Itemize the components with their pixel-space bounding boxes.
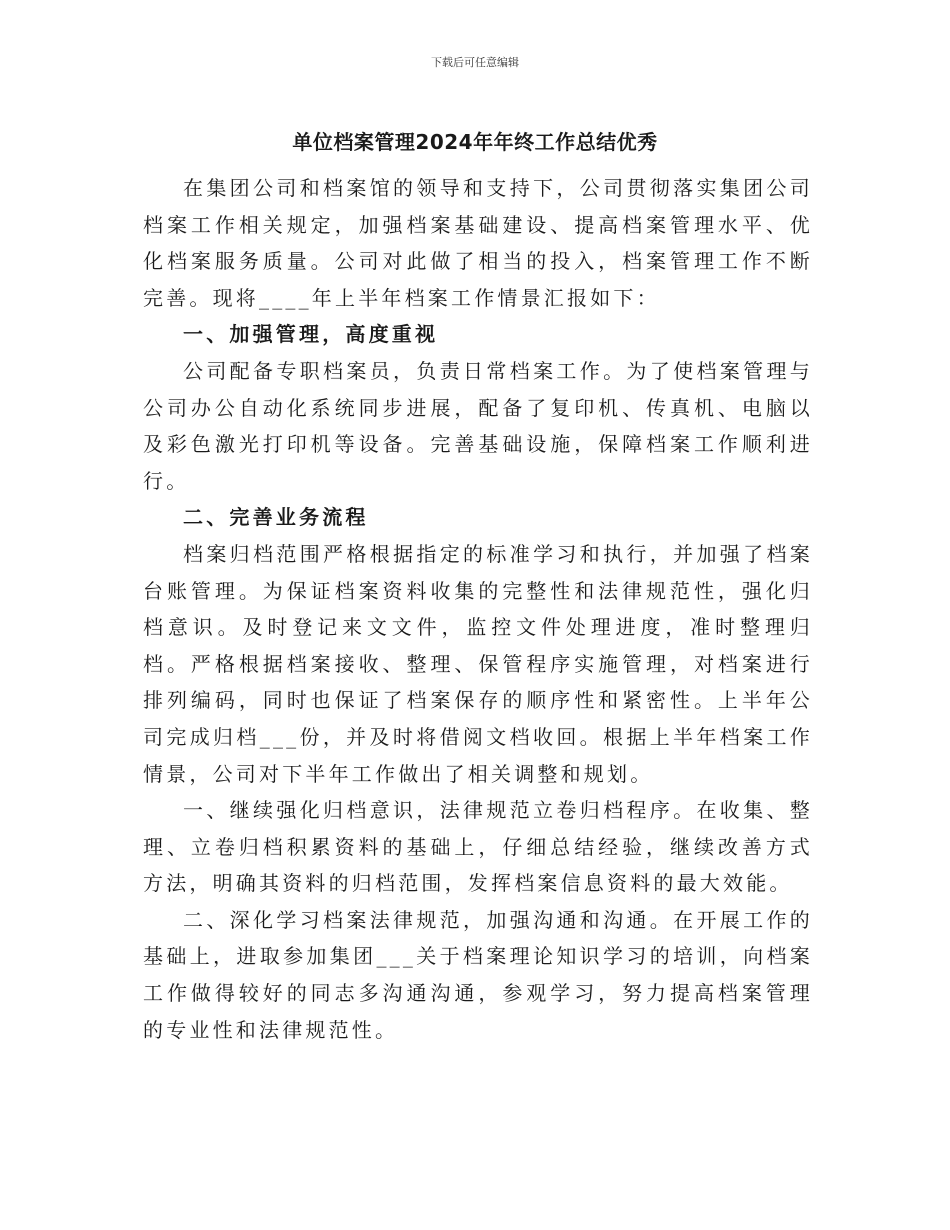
intro-paragraph: 在集团公司和档案馆的领导和支持下，公司贯彻落实集团公司档案工作相关规定，加强档案基础建设、提高档案管理水平、优化档案服务质量。公司对此做了相当的投入，档案管理工作不断完善。现将____年上半年档案工作情景汇报如下：: [143, 176, 813, 310]
header-note: 下载后可任意编辑: [431, 56, 519, 69]
plan-item-1: 一、继续强化归档意识，法律规范立卷归档程序。在收集、整理、立卷归档积累资料的基础上，仔细总结经验，继续改善方式方法，明确其资料的归档范围，发挥档案信息资料的最大效能。: [143, 798, 813, 896]
plan-item-2: 二、深化学习档案法律规范，加强沟通和沟通。在开展工作的基础上，进取参加集团___关于档案理论知识学习的培训，向档案工作做得较好的同志多沟通沟通，参观学习，努力提高档案管理的专业性和法律规范性。: [143, 907, 813, 1042]
section-paragraph-2: 档案归档范围严格根据指定的标准学习和执行，并加强了档案台账管理。为保证档案资料收集的完整性和法律规范性，强化归档意识。及时登记来文文件，监控文件处理进度，准时整理归档。严格根据档案接收、整理、保管程序实施管理，对档案进行排列编码，同时也保证了档案保存的顺序性和紧密性。上半年公司完成归档___份，并及时将借阅文档收回。根据上半年档案工作情景，公司对下半年工作做出了相关调整和规划。: [143, 541, 813, 786]
document-title: 单位档案管理2024年年终工作总结优秀: [292, 130, 658, 154]
section-heading-1: 一、加强管理，高度重视: [183, 322, 439, 347]
section-paragraph-1: 公司配备专职档案员，负责日常档案工作。为了使档案管理与公司办公自动化系统同步进展，配备了复印机、传真机、电脑以及彩色激光打印机等设备。完善基础设施，保障档案工作顺利进行。: [143, 358, 813, 493]
section-heading-2: 二、完善业务流程: [183, 505, 369, 530]
document-body: [143, 170, 813, 1048]
